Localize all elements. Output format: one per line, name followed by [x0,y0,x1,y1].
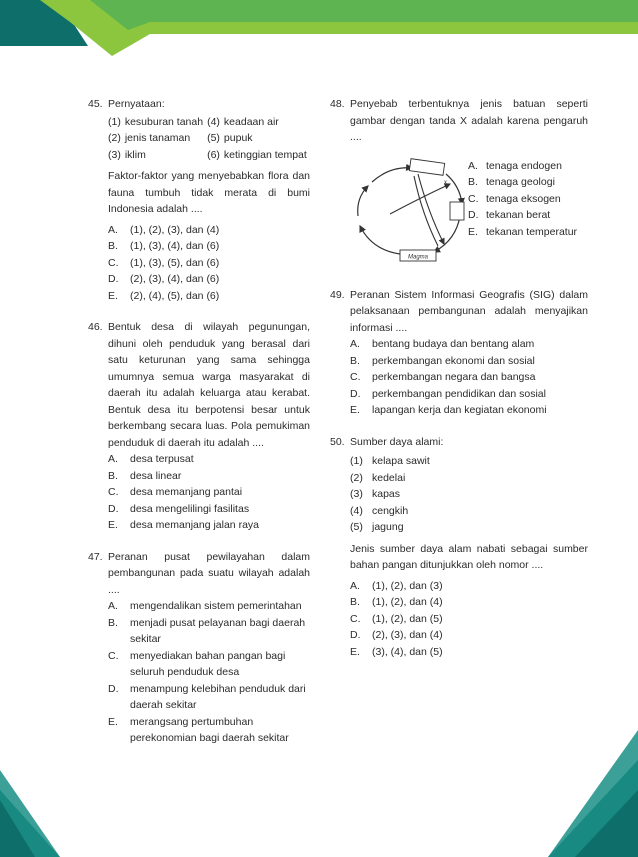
list-label: (4) [350,504,363,517]
option-c[interactable] [108,484,310,501]
list-item [350,486,588,503]
option-label: C. [468,192,479,205]
question-text: Faktor-faktor yang menyebabkan flora dan fauna tumbuh tidak merata di bumi Indonesia adalah .... [108,170,310,215]
option-label: D. [350,387,361,400]
option-a[interactable] [108,451,310,468]
list-item [350,453,588,470]
option-b[interactable] [350,594,588,611]
option-text: (2), (4), (5), dan (6) [130,289,220,302]
option-b[interactable] [350,353,588,370]
rock-options [468,158,608,241]
option-text: desa memanjang pantai [130,486,243,498]
option-label: D. [108,273,119,285]
option-label: B. [108,616,118,629]
list-item [350,519,588,536]
cycle-arc-bottom-left [360,226,400,254]
option-text: desa mengelilingi fasilitas [130,502,250,515]
rock-cycle-diagram [350,154,468,266]
option-text: mengendalikan sistem pemerintahan [130,600,302,612]
option-label: C. [108,486,119,498]
list-text: jagung [372,521,404,533]
question-number: 49. [330,288,345,301]
option-text: tekanan temperatur [486,225,578,238]
rock-cycle-block [350,152,588,272]
option-b[interactable] [108,615,310,648]
question-number: 48. [330,98,345,110]
option-text: perkembangan ekonomi dan sosial [372,354,535,367]
option-text: desa terpusat [130,453,194,465]
option-text: desa linear [130,469,182,482]
option-label: E. [468,225,478,238]
list-label: (1) [350,455,363,467]
option-b[interactable] [108,238,310,255]
option-label: D. [350,629,361,641]
question-48 [330,96,588,272]
x-mark: x [444,179,447,186]
rock-box-right [450,202,464,220]
option-label: C. [108,256,119,269]
list-label: (5) [350,521,363,533]
question-stem: Bentuk desa di wilayah pegunungan, dihuni oleh penduduk yang berasal dari satu keturunan yang sama sehingga umumnya semua warga masyarakat di daerah itu adalah keluarga atau kerabat. Bentuk desa itu berpotensi besar untuk berkembang secara luas. Pola pemukiman penduduk di daerah itu adalah .... [108,321,310,449]
option-d[interactable] [468,207,608,224]
cycle-arc-right [434,216,460,252]
bottom-right-corner [548,760,638,857]
option-d[interactable] [108,271,310,288]
rock-box-top [409,158,444,175]
option-label: C. [108,649,119,662]
option-e[interactable] [108,517,310,534]
option-c[interactable] [350,369,588,386]
option-a[interactable] [350,578,588,595]
option-label: B. [108,240,118,252]
magma-label: Magma [407,254,429,260]
option-text: menjadi pusat pelayanan bagi daerah sekitar [130,616,306,645]
option-label: A. [468,159,478,172]
question-stem: Sumber daya alami: [350,435,444,448]
option-label: A. [108,453,118,465]
list-label: (2) [350,471,363,484]
list-item [350,470,588,487]
question-stem: Pernyataan: [108,98,165,110]
option-label: B. [350,596,360,608]
option-label: A. [108,223,118,236]
option-b[interactable] [468,174,608,191]
option-c[interactable] [350,611,588,628]
option-c[interactable] [108,648,310,681]
option-label: B. [108,469,118,482]
option-label: C. [350,612,361,625]
option-label: A. [350,338,360,350]
option-label: B. [350,354,360,367]
list-item [350,503,588,520]
option-text: menampung kelebihan penduduk dari daerah sekitar [130,682,306,711]
option-text: (1), (2), dan (3) [372,579,443,592]
statement-text: keadaan air [223,115,279,128]
statement-text: jenis tanaman [124,132,191,144]
option-e[interactable] [108,714,310,747]
option-text: tenaga eksogen [486,192,561,205]
option-a[interactable] [108,598,310,615]
question-stem: Peranan pusat pewilayahan dalam pembangunan pada suatu wilayah adalah .... [108,550,310,596]
option-e[interactable] [468,224,608,241]
statement-text: kesuburan tanah [124,115,204,128]
option-e[interactable] [350,402,588,419]
option-e[interactable] [350,644,588,661]
statement-text: ketinggian tempat [223,148,307,161]
question-46 [88,319,310,534]
question-stem: Penyebab terbentuknya jenis batuan seperti gambar dengan tanda X adalah karena pengaruh .... [350,98,588,143]
option-e[interactable] [108,288,310,305]
option-text: (1), (3), (5), dan (6) [130,256,220,269]
option-label: A. [108,600,118,612]
option-label: B. [468,176,478,188]
statement-row [108,114,307,131]
option-text: tenaga geologi [486,176,555,188]
option-label: D. [108,682,119,695]
cycle-arc-top [372,167,412,181]
resource-list [350,453,588,536]
statement-number: (5) [207,132,220,144]
option-label: E. [350,404,360,416]
list-text: cengkih [372,504,409,517]
option-text: (1), (2), dan (4) [372,596,443,608]
option-text: perkembangan negara dan bangsa [372,371,536,383]
list-text: kapas [372,488,401,500]
option-d[interactable] [350,627,588,644]
option-b[interactable] [108,468,310,485]
question-number: 45. [88,98,103,110]
option-label: E. [108,715,118,728]
question-number: 46. [88,321,103,333]
option-c[interactable] [468,191,608,208]
statement-text: iklim [124,148,146,161]
question-number: 50. [330,435,345,448]
top-green-band [40,0,638,56]
question-50 [330,434,588,661]
statement-table [108,114,307,164]
statement-number: (1) [108,115,121,128]
option-text: merangsang pertumbuhan perekonomian bagi daerah sekitar [130,715,289,744]
option-text: (3), (4), dan (5) [372,645,443,658]
option-label: E. [108,289,118,302]
option-a[interactable] [468,158,608,175]
option-text: (1), (2), dan (5) [372,612,443,625]
option-text: tekanan berat [486,209,551,221]
option-label: E. [108,519,118,531]
option-label: E. [350,645,360,658]
question-stem: Peranan Sistem Informasi Geografis (SIG) dalam pelaksanaan pembangunan adalah menyajikan informasi .... [350,288,588,334]
list-text: kedelai [372,471,406,484]
option-label: D. [468,209,479,221]
option-d[interactable] [108,681,310,714]
statement-number: (6) [207,148,220,161]
option-a[interactable] [350,336,588,353]
cycle-arc-top-right [446,174,462,204]
top-green-stripe [90,0,638,30]
option-label: A. [350,579,360,592]
inner-arrow-2 [414,176,438,246]
list-label: (3) [350,488,363,500]
left-column [88,96,310,762]
option-text: bentang budaya dan bentang alam [372,338,535,350]
statement-number: (2) [108,132,121,144]
option-text: lapangan kerja dan kegiatan ekonomi [372,404,547,416]
bottom-left-corner [0,790,60,857]
question-47 [88,549,310,747]
cycle-arc-left [358,186,368,216]
option-a[interactable] [108,222,310,239]
question-text: Jenis sumber daya alam nabati sebagai sumber bahan pangan ditunjukkan oleh nomor .... [350,542,588,571]
question-number: 47. [88,550,103,563]
top-teal-band [0,0,88,46]
statement-row [108,130,307,147]
inner-arrow-1 [418,174,444,244]
option-label: C. [350,371,361,383]
option-text: (2), (3), (4), dan (6) [130,273,220,285]
right-column [330,96,588,675]
inner-arrow-3 [390,184,450,214]
option-text: tenaga endogen [486,159,562,172]
question-45 [88,96,310,304]
option-d[interactable] [350,386,588,403]
option-label: D. [108,502,119,515]
option-text: menyediakan bahan pangan bagi seluruh penduduk desa [130,649,286,678]
bottom-left-accent [0,770,60,857]
question-49 [330,287,588,419]
option-text: perkembangan pendidikan dan sosial [372,387,546,400]
list-text: kelapa sawit [372,455,430,467]
option-text: (1), (2), (3), dan (4) [130,223,220,236]
statement-row [108,147,307,164]
bottom-right-accent [548,730,638,857]
statement-text: pupuk [223,132,253,144]
option-text: desa memanjang jalan raya [130,519,259,531]
option-c[interactable] [108,255,310,272]
option-text: (1), (3), (4), dan (6) [130,240,220,252]
option-text: (2), (3), dan (4) [372,629,443,641]
statement-number: (3) [108,148,121,161]
statement-number: (4) [207,115,220,128]
option-d[interactable] [108,501,310,518]
